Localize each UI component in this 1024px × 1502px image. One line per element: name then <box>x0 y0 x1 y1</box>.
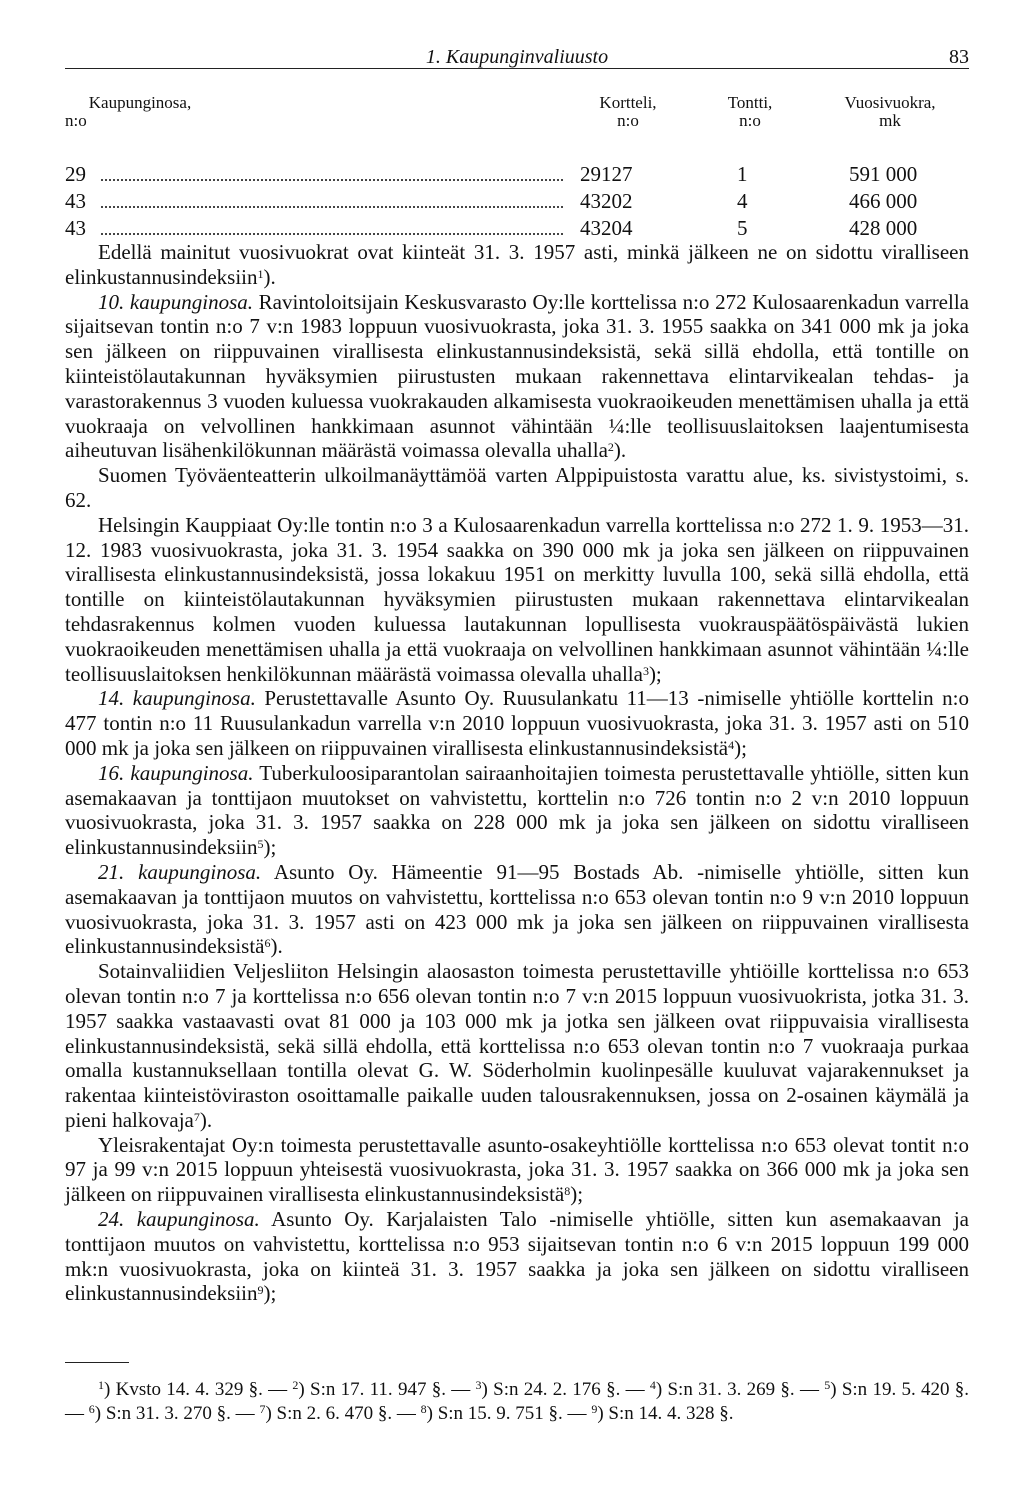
footnote-ref: 8 <box>564 1184 571 1199</box>
footnote-text: Kvsto 14. 4. 329 §. — <box>115 1379 293 1400</box>
footnote-text: S:n 2. 6. 470 §. — <box>276 1403 421 1424</box>
paragraph-text: Yleisrakentajat Oy:n toimesta perustettavalle asunto-osakeyhtiölle korttelissa n:o 653 olevat tontit n:o 97 ja 99 v:n 2015 loppuun yhteisestä vuosivuokrasta, joka 31. 3. 1957 saakka on 366 000 mk ja joka sen jälkeen on riippuvainen virallisesta elinkustannusindeksistä <box>65 1132 969 1207</box>
footnote-number: 2 <box>292 1378 299 1392</box>
paragraph-end: ); <box>648 661 662 686</box>
cell-tontti: 4 <box>737 189 748 213</box>
paragraph-end: ); <box>570 1182 584 1207</box>
footnote-number: 9 <box>591 1402 598 1416</box>
footnote-text: S:n 17. 11. 947 §. — <box>310 1379 476 1400</box>
paragraph-text: Perustettavalle Asunto Oy. Ruusulankatu 11—13 -nimiselle yhtiölle korttelin n:o 477 tontin n:o 11 Ruusulankadun varrella v:n 2010 loppuun vuosivuokrasta, joka 31. 3. 1957 asti on 510 000 mk ja joka sen jälkeen on riippuvainen virallisesta elinkustannusindeksistä <box>65 686 969 760</box>
cell-kortteli: 43204 <box>580 216 633 240</box>
paragraph <box>65 860 969 959</box>
footnote-number: 5 <box>824 1378 831 1392</box>
paragraph <box>65 1133 969 1207</box>
dot-leader <box>101 206 563 208</box>
district-heading: 24. kaupunginosa. <box>98 1207 260 1232</box>
paragraph-text: Ravintoloitsijain Keskusvarasto Oy:lle korttelissa n:o 272 Kulosaarenkadun varrella sijaitsevan tontin n:o 7 v:n 1983 loppuun vuosivuokrasta, joka 31. 3. 1955 saakka on 341 000 mk ja joka sen jälkeen on riippuvainen virallisesta elinkustannusindeksistä, sekä sillä ehdolla, että tontille on kiinteistölautakunnan hyväksymien piirustusten mukaan rakennettava elintarvikealan tehdas- ja varastorakennus 3 vuoden kuluessa vuokrakauden alkamisesta vuokraoikeuden menettämisen uhalla ja että vuokraaja on velvollinen hankkimaan asunnot vähintään ¼:lle teollisuuslaitoksen laajentumisesta aiheutuvan lisähenkilökunnan määrästä voimassa olevalla uhalla <box>65 289 969 463</box>
cell-kortteli: 43202 <box>580 189 633 213</box>
paragraph <box>65 513 969 687</box>
paragraph-end: ); <box>263 1281 277 1306</box>
header-line: Tontti, <box>727 93 773 112</box>
district-heading: 16. kaupunginosa. <box>98 760 254 785</box>
page-number: 83 <box>949 46 969 68</box>
paragraph <box>65 463 969 513</box>
district-heading: 10. kaupunginosa. <box>98 289 253 314</box>
footnote-number: 4 <box>649 1378 656 1392</box>
footnote-ref: 3 <box>642 663 649 678</box>
footnote-number: 6 <box>88 1402 95 1416</box>
footnote-ref: 1 <box>257 266 264 281</box>
dot-leader <box>101 179 563 181</box>
paragraph-text: Tuberkuloosiparantolan sairaanhoitajien toimesta perustettavalle yhtiölle, sitten kun asemakaavan ja tonttijaon muutokset on vahvistettu, korttelin n:o 726 tontin n:o 2 v:n 2010 loppuun vuosivuokrasta, joka 31. 3. 1957 saakka on 228 000 mk ja joka sen jälkeen on sidottu viralliseen elinkustannusindeksiin <box>65 760 969 860</box>
footnote-paren: ) <box>830 1379 842 1400</box>
paragraph-text: Asunto Oy. Hämeentie 91—95 Bostads Ab. -nimiselle yhtiölle, sitten kun asemakaavan ja tonttijaon muutos on vahvistettu, korttelissa n:o 653 olevan tontin n:o 9 v:n 2010 loppuun vuosivuokrasta, joka 31. 3. 1957 asti on 423 000 mk ja joka sen jälkeen on riippuvainen virallisesta elinkustannusindeksistä <box>65 859 970 959</box>
footnote-line <box>65 1378 969 1426</box>
cell-kortteli: 29127 <box>580 162 633 186</box>
paragraph-end: ). <box>613 438 627 463</box>
dot-leader <box>101 233 563 235</box>
footnote-paren: ) <box>104 1379 116 1400</box>
paragraph-text: Edellä mainitut vuosivuokrat ovat kiinteät 31. 3. 1957 asti, minkä jälkeen ne on sidottu viralliseen elinkustannusindeksiin <box>65 240 969 289</box>
table-header-tontti <box>705 94 795 130</box>
header-line: Kortteli, <box>599 93 657 112</box>
footnote-text: S:n 31. 3. 269 §. — <box>667 1379 825 1400</box>
footnote-number: 3 <box>475 1378 482 1392</box>
footnote-paren: ) <box>481 1379 494 1400</box>
district-heading: 21. kaupunginosa. <box>98 859 262 884</box>
table-header-vuosivuokra <box>815 94 965 130</box>
footnote-text: S:n 31. 3. 270 §. — <box>105 1403 260 1424</box>
header-line: n:o <box>617 111 639 130</box>
cell-kaupunginosa: 43 <box>65 189 86 213</box>
header-rule <box>65 68 969 69</box>
paragraph-text: Asunto Oy. Karjalaisten Talo -nimiselle yhtiölle, sitten kun asemakaavan ja tonttijaon muutos on vahvistettu, korttelissa n:o 953 sijaitsevan tontin n:o 6 v:n 2015 loppuun 199 000 mk:n vuosivuokrasta, joka on kiinteä 31. 3. 1957 saakka ja joka sen jälkeen on sidottu viralliseen elinkustannusindeksiin <box>65 1207 969 1306</box>
cell-vuokra: 591 000 <box>849 162 918 186</box>
footnote-text: S:n 19. 5. 420 §. — <box>65 1379 970 1424</box>
header-line: mk <box>879 111 901 130</box>
footnotes <box>65 1378 969 1426</box>
paragraph <box>65 959 969 1133</box>
running-title: 1. Kaupunginvaliuusto <box>425 46 609 68</box>
header-line: Vuosivuokra, <box>844 93 936 112</box>
paragraph-end: ). <box>263 264 276 289</box>
footnote-number: 8 <box>420 1402 427 1416</box>
header-line: Kaupunginosa, <box>88 93 192 112</box>
paragraph <box>65 290 969 464</box>
cell-vuokra: 466 000 <box>849 189 918 213</box>
paragraph <box>65 686 969 760</box>
paragraph-text: Helsingin Kauppiaat Oy:lle tontin n:o 3 a Kulosaarenkadun varrella korttelissa n:o 272 1. 9. 1953—31. 12. 1983 vuosivuokrasta, joka 31. 3. 1954 saakka on 390 000 mk ja joka sen jälkeen on riippuvainen virallisesta elinkustannusindeksistä, jossa lokakuu 1951 on merkitty luvulla 100, sekä sillä ehdolla, että tontille on kiinteistölautakunnan hyväksymien piirustusten mukaan rakennettava elintarvikealan tehdasrakennus kolmen vuoden kuluessa lautakunnan lopullisesta vuokrauspäätöspäivästä lukien vuokraoikeuden menettämisen uhalla ja että vuokraaja on velvollinen hankkimaan asunnot vähintään ¼:lle teollisuuslaitoksen henkilökunnan määrästä voimassa olevalla uhalla <box>65 512 969 686</box>
footnote-paren: ) <box>597 1403 609 1424</box>
footnote-ref: 4 <box>728 737 735 752</box>
paragraph-text: Sotainvaliidien Veljesliiton Helsingin alaosaston toimesta perustettaville yhtiöille korttelissa n:o 653 olevan tontin n:o 7 ja korttelissa n:o 656 olevan tontin n:o 7 v:n 2015 loppuun vuosivuokrista, jotka 31. 3. 1957 saakka vastaavasti ovat 81 000 ja 103 000 mk ja jotka sen jälkeen ovat riippuvaisia virallisesta elinkustannusindeksistä, sekä sillä ehdolla, että korttelissa n:o 653 olevan tontin n:o 7 vuokraaja purkaa omalla kustannuksellaan tontilla olevat G. W. Söderholmin kuolinpesälle kuuluvat vajarakennukset ja rakentaa kiinteistöviraston osoittamalle paikalle uuden talousrakennuksen, jossa on 2-osainen käymälä ja pieni halkovaja <box>65 959 969 1132</box>
footnote-text: S:n 15. 9. 751 §. — <box>437 1403 592 1424</box>
footnote-paren: ) <box>94 1403 106 1424</box>
footnote-ref: 7 <box>193 1109 200 1124</box>
paragraph-end: ); <box>734 735 747 760</box>
footnote-paren: ) <box>426 1403 438 1424</box>
footnote-ref: 5 <box>257 837 264 852</box>
cell-kaupunginosa: 29 <box>65 162 86 186</box>
header-line: n:o <box>65 111 87 130</box>
district-heading: 14. kaupunginosa. <box>98 686 256 711</box>
footnote-ref: 2 <box>607 440 614 455</box>
page-header <box>65 46 969 70</box>
paragraph <box>65 761 969 860</box>
paragraph <box>65 240 969 290</box>
footnote-paren: ) <box>265 1403 277 1424</box>
cell-kaupunginosa: 43 <box>65 216 86 240</box>
paragraph-end: ). <box>270 934 283 959</box>
footnote-text: S:n 24. 2. 176 §. — <box>493 1379 650 1400</box>
table-header-kortteli <box>573 94 683 130</box>
table-header-kaupunginosa <box>65 94 215 130</box>
footnote-paren: ) <box>655 1379 668 1400</box>
footnote-number: 7 <box>259 1402 266 1416</box>
footnote-ref: 6 <box>264 936 271 951</box>
cell-tontti: 5 <box>737 216 748 240</box>
footnote-ref: 9 <box>257 1283 264 1298</box>
cell-tontti: 1 <box>737 162 748 186</box>
cell-vuokra: 428 000 <box>849 216 918 240</box>
paragraph-end: ); <box>263 835 277 860</box>
paragraph <box>65 1207 969 1306</box>
body-text <box>65 240 969 1306</box>
footnote-text: S:n 14. 4. 328 §. <box>608 1403 734 1424</box>
paragraph-end: ). <box>199 1107 213 1132</box>
paragraph-text: Suomen Työväenteatterin ulkoilmanäyttämöä varten Alppipuistosta varattu alue, ks. sivistystoimi, s. 62. <box>65 463 969 512</box>
footnote-paren: ) <box>298 1379 310 1400</box>
footnote-number: 1 <box>98 1378 104 1392</box>
footnote-rule <box>65 1362 129 1363</box>
header-line: n:o <box>739 111 761 130</box>
